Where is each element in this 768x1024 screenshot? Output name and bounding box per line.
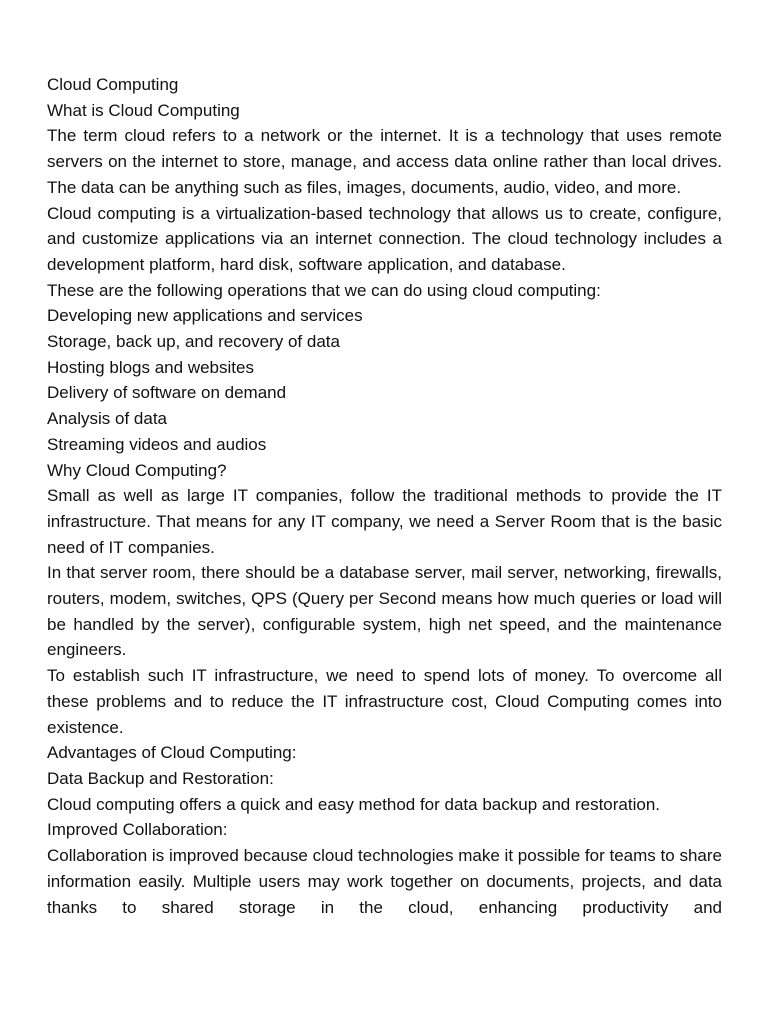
operation-item: Storage, back up, and recovery of data bbox=[47, 332, 340, 352]
operations-intro: These are the following operations that we can do using cloud computing: bbox=[47, 280, 601, 300]
paragraph: The term cloud refers to a network or the internet. It is a technology that uses remote servers on the internet to store, manage, and access data online rather than local drives. The data can be anything such as files, images, documents, audio, video, and more. bbox=[47, 126, 722, 197]
operation-item: Hosting blogs and websites bbox=[47, 357, 254, 377]
paragraph: Cloud computing offers a quick and easy method for data backup and restoration. bbox=[47, 794, 661, 814]
operation-item: Analysis of data bbox=[47, 409, 168, 429]
operation-item: Developing new applications and services bbox=[47, 306, 363, 326]
operation-item: Streaming videos and audios bbox=[47, 434, 267, 454]
section-heading-why: Why Cloud Computing? bbox=[47, 460, 227, 480]
document-body bbox=[47, 72, 722, 920]
operation-item: Delivery of software on demand bbox=[47, 383, 287, 403]
subheading-backup: Data Backup and Restoration: bbox=[47, 768, 274, 788]
paragraph: Small as well as large IT companies, follow the traditional methods to provide the IT infrastructure. That means for any IT company, we need a Server Room that is the basic need of IT companies. bbox=[47, 486, 722, 557]
paragraph: In that server room, there should be a database server, mail server, networking, firewalls, routers, modem, switches, QPS (Query per Second means how much queries or load will be handled by the server), configurable system, high net speed, and the maintenance engineers. bbox=[47, 563, 722, 660]
paragraph: Collaboration is improved because cloud technologies make it possible for teams to share information easily. Multiple users may work together on documents, projects, and data thanks to shared storage in the cloud, enhancing productivity and bbox=[47, 846, 722, 917]
paragraph: To establish such IT infrastructure, we need to spend lots of money. To overcome all these problems and to reduce the IT infrastructure cost, Cloud Computing comes into existence. bbox=[47, 666, 722, 737]
section-heading-advantages: Advantages of Cloud Computing: bbox=[47, 743, 297, 763]
document-title: Cloud Computing bbox=[47, 75, 179, 94]
paragraph: Cloud computing is a virtualization-based technology that allows us to create, configure, and customize applications via an internet connection. The cloud technology includes a development platform, hard disk, software application, and database. bbox=[47, 203, 722, 274]
subheading-collaboration: Improved Collaboration: bbox=[47, 820, 228, 840]
section-heading-what: What is Cloud Computing bbox=[47, 100, 240, 120]
